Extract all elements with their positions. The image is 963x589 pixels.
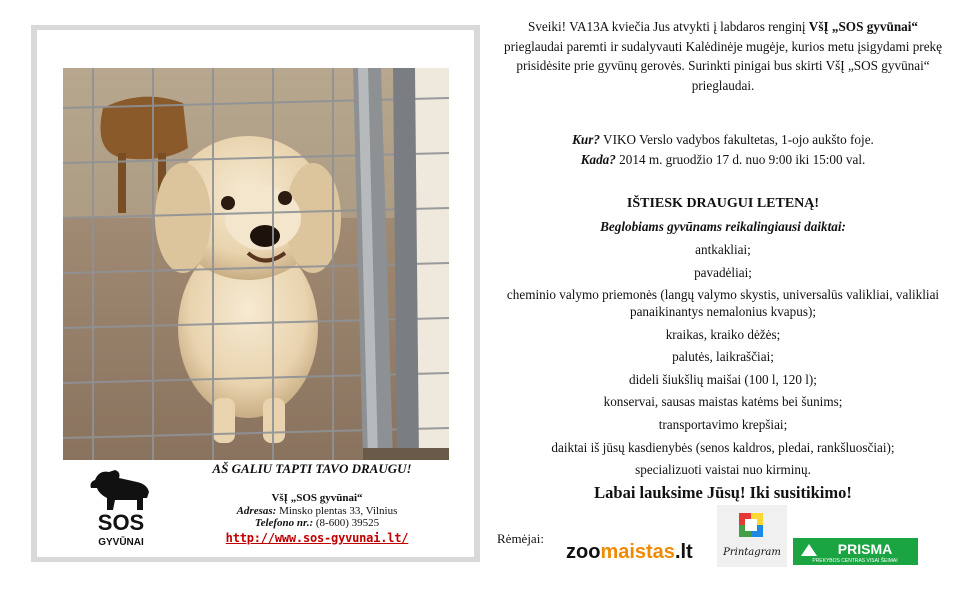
prisma-logo — [793, 538, 918, 565]
list-item: daiktai iš jūsų kasdienybės (senos kaldros, pledai, rankšluosčiai); — [551, 439, 895, 455]
needed-items-list — [498, 242, 948, 485]
phone-value: (8-600) 39525 — [315, 517, 380, 529]
phone-label: Telefono nr.: — [254, 517, 314, 529]
prisma-text: PRISMA — [837, 541, 893, 557]
poster-frame — [31, 25, 480, 562]
section-heading: IŠTIESK DRAUGUI LETENĄ! — [626, 196, 820, 211]
intro-paragraph — [498, 17, 948, 95]
dog-photo — [63, 68, 449, 460]
sponsors-label: Rėmėjai: — [497, 531, 544, 546]
address-label: Adresas: — [236, 504, 277, 517]
intro-text-rest: prieglaudai paremti ir sudalyvauti Kalėdinėje mugėje, kurios metu įsigydami prekę prisidėsite prie gyvūnų gerovės. Surinkti pinigai bus skirti VšĮ „SOS gyvūnai“ prieglaudai. — [504, 38, 942, 93]
printagram-logo — [717, 505, 787, 567]
zoo-text-1: zoo — [566, 541, 601, 562]
list-item: palutės, laikraščiai; — [672, 349, 774, 365]
printagram-text: Printagram — [723, 547, 781, 558]
poster-card — [37, 30, 474, 557]
list-item: dideli šiukšlių maišai (100 l, 120 l); — [629, 371, 817, 387]
list-item: cheminio valymo priemonės (langų valymo skystis, universalūs valikliai, valikliai panaikinantys nemalonius kvapus); — [506, 287, 940, 319]
logo-sos-text: SOS — [97, 510, 145, 535]
poster-tagline: AŠ GALIU TAPTI TAVO DRAUGU! — [212, 461, 412, 476]
when-label: Kada? — [580, 152, 616, 167]
where-value: VIKO Verslo vadybos fakultetas, 1-ojo aukšto foje. — [600, 132, 874, 147]
when-line — [498, 150, 948, 170]
svg-text:zoomaistas.lt — [566, 541, 693, 562]
when-value: 2014 m. gruodžio 17 d. nuo 9:00 iki 15:00 val. — [615, 152, 866, 167]
contact-block — [177, 492, 457, 530]
zoomaistas-logo — [566, 540, 711, 562]
list-item: antkakliai; — [695, 242, 751, 257]
where-line — [498, 130, 948, 150]
event-details — [498, 130, 948, 170]
zoo-text-3: .lt — [674, 541, 693, 562]
needed-items-heading: Beglobiams gyvūnams reikalingiausi daiktai: — [600, 219, 846, 234]
list-item: kraikas, kraiko dėžės; — [665, 326, 781, 342]
zoo-text-2: maistas — [600, 541, 675, 562]
address-value: Minsko plentas 33, Vilnius — [279, 504, 398, 517]
list-item: transportavimo krepšiai; — [658, 416, 788, 432]
website-link[interactable]: http://www.sos-gyvunai.lt/ — [225, 531, 409, 545]
org-name: VšĮ „SOS gyvūnai“ — [271, 492, 363, 504]
list-item: specializuoti vaistai nuo kirminų. — [635, 462, 811, 478]
intro-text-start: Sveiki! VA13A kviečia Jus atvykti į labdaros renginį — [527, 19, 809, 34]
list-item: pavadėliai; — [694, 264, 752, 280]
closing-message: Labai lauksime Jūsų! Iki susitikimo! — [594, 483, 852, 502]
list-item: konservai, sausas maistas katėms bei šunims; — [603, 394, 843, 410]
where-label: Kur? — [572, 132, 600, 147]
intro-org-name: VšĮ „SOS gyvūnai“ — [808, 19, 918, 34]
address-line — [177, 505, 457, 518]
logo-gyvunai-text: GYVŪNAI — [98, 537, 144, 548]
prisma-subtext: PREKYBOS CENTRAS VISAI ŠEIMAI — [812, 558, 898, 564]
sos-gyvunai-logo — [85, 468, 157, 548]
phone-line — [177, 517, 457, 530]
